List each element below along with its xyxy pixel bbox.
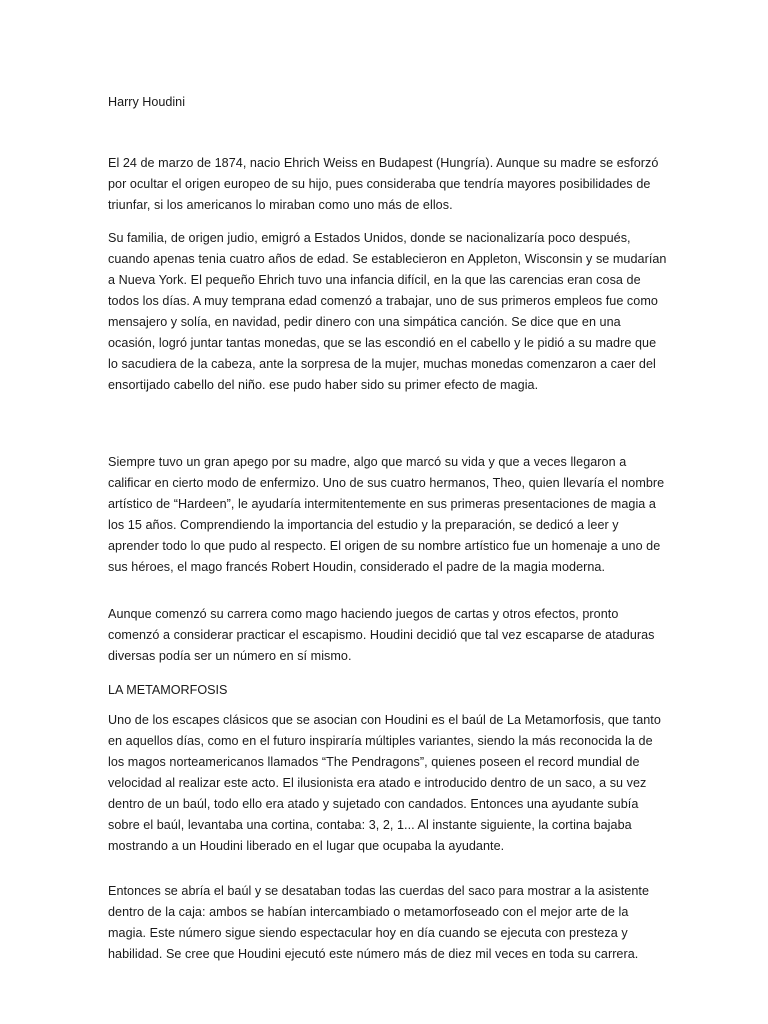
paragraph-trunk: Entonces se abría el baúl y se desataban todas las cuerdas del saco para mostrar a la asistente dentro de la caja: ambos se habían intercambiado o metamorfoseado con el mejor arte de la magia. Este número sigue siendo espectacular hoy en día cuando se ejecuta con presteza y habilidad. Se cree que Houdini ejecutó este número más de diez mil veces en toda su carrera. (108, 884, 649, 961)
paragraph-career: Aunque comenzó su carrera como mago haciendo juegos de cartas y otros efectos, pronto comenzó a considerar practicar el escapismo. Houdini decidió que tal vez escaparse de ataduras diversas podía ser un número en sí mismo. (108, 607, 655, 663)
paragraph-birth: El 24 de marzo de 1874, nacio Ehrich Weiss en Budapest (Hungría). Aunque su madre se esforzó por ocultar el origen europeo de su hijo, pues consideraba que tendría mayores posibilidades de triunfar, si los americanos lo miraban como uno más de ellos. (108, 156, 659, 212)
paragraph-mother: Siempre tuvo un gran apego por su madre, algo que marcó su vida y que a veces llegaron a calificar en cierto modo de enfermizo. Uno de sus cuatro hermanos, Theo, quien llevaría el nombre artístico de “Hardeen”, le ayudaría intermitentemente en sus primeras presentaciones de magia a los 15 años. Comprendiendo la importancia del estudio y la preparación, se dedicó a leer y aprender todo lo que pudo al respecto. El origen de su nombre artístico fue un homenaje a uno de sus héroes, el mago francés Robert Houdin, considerado el padre de la magia moderna. (108, 455, 665, 574)
section-heading: LA METAMORFOSIS (108, 683, 228, 697)
paragraph-metamorfosis: Uno de los escapes clásicos que se asocian con Houdini es el baúl de La Metamorfosis, que tanto en aquellos días, como en el futuro inspiraría múltiples variantes, siendo la más reconocida la de los magos norteamericanos llamados “The Pendragons”, quienes poseen el record mundial de velocidad al realizar este acto. El ilusionista era atado e introducido dentro de un saco, a su vez dentro de un baúl, todo ello era atado y sujetado con candados. Entonces una ayudante subía sobre el baúl, levantaba una cortina, contaba: 3, 2, 1... Al instante siguiente, la cortina bajaba mostrando a un Houdini liberado en el lugar que ocupaba la ayudante. (108, 713, 661, 853)
paragraph-family: Su familia, de origen judio, emigró a Estados Unidos, donde se nacionalizaría poco después, cuando apenas tenia cuatro años de edad. Se establecieron en Appleton, Wisconsin y se mudarían a Nueva York. El pequeño Ehrich tuvo una infancia difícil, en la que las carencias eran cosa de todos los días. A muy temprana edad comenzó a trabajar, uno de sus primeros empleos fue como mensajero y solía, en navidad, pedir dinero con una simpática canción. Se dice que en una ocasión, logró juntar tantas monedas, que se las escondió en el cabello y le pidió a su madre que lo sacudiera de la cabeza, ante la sorpresa de la mujer, muchas monedas comenzaron a caer del ensortijado cabello del niño. ese pudo haber sido su primer efecto de magia. (108, 231, 667, 392)
document-title: Harry Houdini (108, 95, 185, 109)
